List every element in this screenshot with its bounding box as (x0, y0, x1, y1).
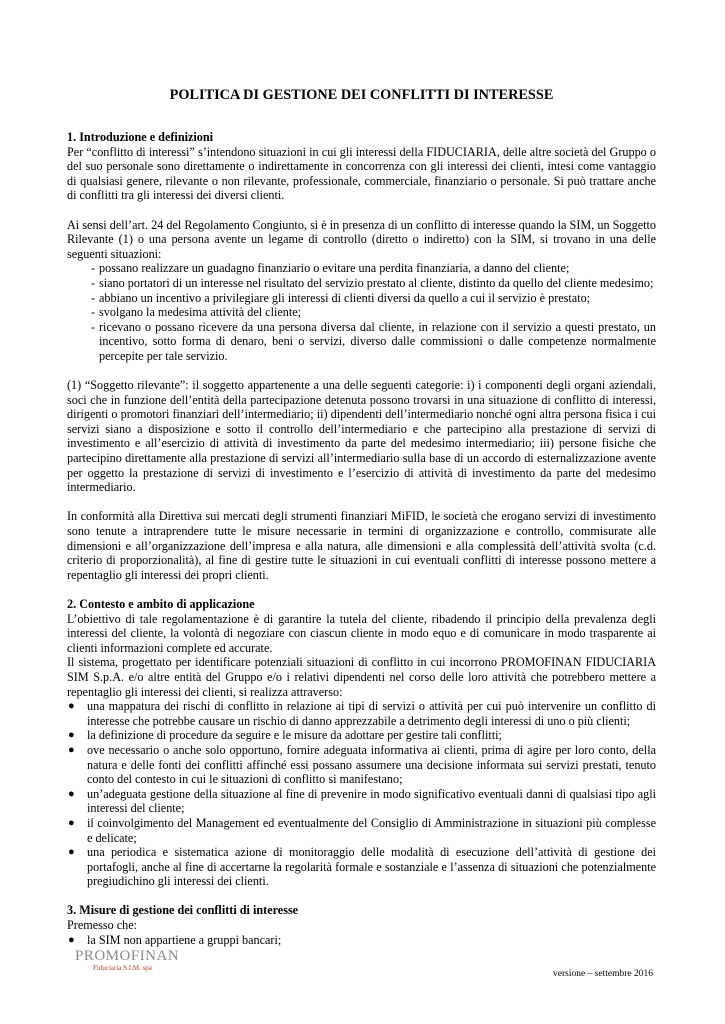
premises-list (67, 933, 656, 948)
logo-wordmark: PROMOFINAN (75, 948, 180, 964)
list-item: ● la SIM non appartiene a gruppi bancari; (68, 932, 282, 947)
list-item: - siano portatori di un interesse nel risultato del servizio prestato al cliente, distinto da quello del cliente medesimo; (91, 275, 654, 290)
list-item: - abbiano un incentivo a privilegiare gli interessi di clienti diversi da quello a cui il servizio è prestato; (91, 290, 591, 305)
measures-list (67, 699, 656, 889)
list-item: ● un’adeguata gestione della situazione al fine di prevenire in modo significativo eventuali danni di qualsiasi tipo agli interessi del cliente; (68, 786, 656, 816)
list-item: ● una periodica e sistematica azione di monitoraggio delle modalità di esecuzione dell’attività di gestione dei portafogli, anche al fine di accertarne la regolarità formale e sostanziale e l’assenza di situazioni che potenzialmente pregiudichino gli interessi dei clienti. (68, 845, 656, 889)
footnote-soggetto-rilevante: (1) “Soggetto rilevante”: il soggetto appartenente a una delle seguenti categorie: i) i componenti degli organi aziendali, soci che in funzione dell’entità della partecipazione detenuta possono trovarsi in una situazione di conflitto di interessi, dirigenti o promotori finanziari dell’intermediario; ii) dipendenti dell’intermediario nonché ogni altra persona fisica i cui servizi siano a disposizione e sotto il controllo dell’intermediario e che partecipino alla prestazione di servizi di investimento e all’esercizio di attività di investimento da parte del medesimo intermediario; iii) persone fisiche che partecipino direttamente alla prestazione di servizi all’intermediario sulla base di un accordo di esternalizzazione avente per oggetto la prestazione di servizi di investimento e l’esercizio di attività di investimento da parte del medesimo intermediario. (67, 378, 656, 495)
document-body (67, 130, 656, 947)
section-2-paragraph-1: L’obiettivo di tale regolamentazione è di garantire la tutela del cliente, ribadendo il principio della prevalenza degli interessi del cliente, la volontà di negoziare con ciascun cliente in modo equo e di comunicare in modo trasparente ai clienti informazioni complete ed accurate. (67, 611, 656, 655)
bullet-icon: ● (68, 729, 75, 742)
bullet-icon: ● (68, 700, 75, 713)
section-2-heading: 2. Contesto e ambito di applicazione (67, 597, 255, 611)
company-logo (75, 948, 179, 973)
section-2-paragraph-2: Il sistema, progettato per identificare potenziali situazioni di conflitto in cui incorrono PROMOFINAN FIDUCIARIA SIM S.p.A. e/o altre entità del Gruppo e/o i relativi dipendenti nel corso delle loro attività che potrebbero mettere a repentaglio gli interessi dei clienti, si realizza attraverso: (67, 655, 656, 699)
bullet-icon: ● (68, 816, 75, 829)
list-item: - possano realizzare un guadagno finanziario o evitare una perdita finanziaria, a danno del cliente; (91, 261, 570, 276)
list-item: ● la definizione di procedure da seguire e le misure da adottare per gestire tali conflitti; (68, 728, 502, 743)
logo-subtitle: Fiduciaria S.I.M. spa (93, 964, 152, 972)
section-3-intro: Premesso che: (67, 918, 138, 933)
document-title: POLITICA DI GESTIONE DEI CONFLITTI DI INTERESSE (169, 87, 554, 103)
section-1-paragraph-1: Per “conflitto di interessi” s’intendono situazioni in cui gli interessi della FIDUCIARIA, delle altre società del Gruppo o del suo personale sono direttamente o indirettamente in concorrenza con gli interessi dei clienti, intesi come vantaggio di qualsiasi genere, rilevante o non rilevante, professionale, commerciale, finanziario o personale. Si può trattare anche di conflitti tra gli interessi dei diversi clienti. (67, 144, 656, 203)
list-item: ● il coinvolgimento del Management ed eventualmente del Consiglio di Amministrazione in situazioni più complesse e delicate; (68, 815, 656, 845)
bullet-icon: ● (68, 846, 75, 859)
bullet-icon: ● (68, 743, 75, 756)
section-3-heading: 3. Misure di gestione dei conflitti di interesse (67, 903, 299, 918)
list-item: - svolgano la medesima attività del cliente; (91, 305, 302, 320)
version-label: versione – settembre 2016 (553, 969, 653, 979)
bullet-icon: ● (68, 787, 75, 800)
situations-list (67, 261, 656, 363)
bullet-icon: ● (68, 933, 75, 946)
list-item: ● ove necessario o anche solo opportuno, fornire adeguata informativa ai clienti, prima di agire per loro conto, della natura e delle fonti dei conflitti affinché essi possano assumere una decisione informata sui servizi prestati, tenuto conto del contesto in cui le situazioni di conflitto si manifestano; (68, 742, 656, 787)
section-1-heading: 1. Introduzione e definizioni (67, 130, 214, 144)
section-1-paragraph-2: Ai sensi dell’art. 24 del Regolamento Congiunto, si è in presenza di un conflitto di interesse quando la SIM, un Soggetto Rilevante (1) o una persona avente un legame di controllo (diretto o indiretto) con la SIM, si trovano in una delle seguenti situazioni: (67, 217, 656, 261)
list-item: - ricevano o possano ricevere da una persona diversa dal cliente, in relazione con il servizio a questi prestato, un incentivo, sotto forma di denaro, beni o servizi, diverso dalle commissioni o dalle competenze normalmente percepite per tale servizio. (91, 319, 656, 363)
section-1-paragraph-mifid: In conformità alla Direttiva sui mercati degli strumenti finanziari MiFID, le società che erogano servizi di investimento sono tenute a intraprendere tutte le misure necessarie in termini di organizzazione e controllo, commisurate alle dimensioni e all’organizzazione dell’impresa e alla natura, alle dimensioni e alla complessità dell’attività svolta (c.d. criterio di proporzionalità), al fine di gestire tutte le situazioni in cui eventuali conflitti di interesse possono mettere a repentaglio gli interessi dei propri clienti. (67, 509, 656, 582)
list-item: ● una mappatura dei rischi di conflitto in relazione ai tipi di servizi o attività per cui può intervenire un conflitto di interesse che potrebbe causare un rischio di danno apprezzabile a detrimento degli interessi di uno o più clienti; (68, 699, 656, 728)
